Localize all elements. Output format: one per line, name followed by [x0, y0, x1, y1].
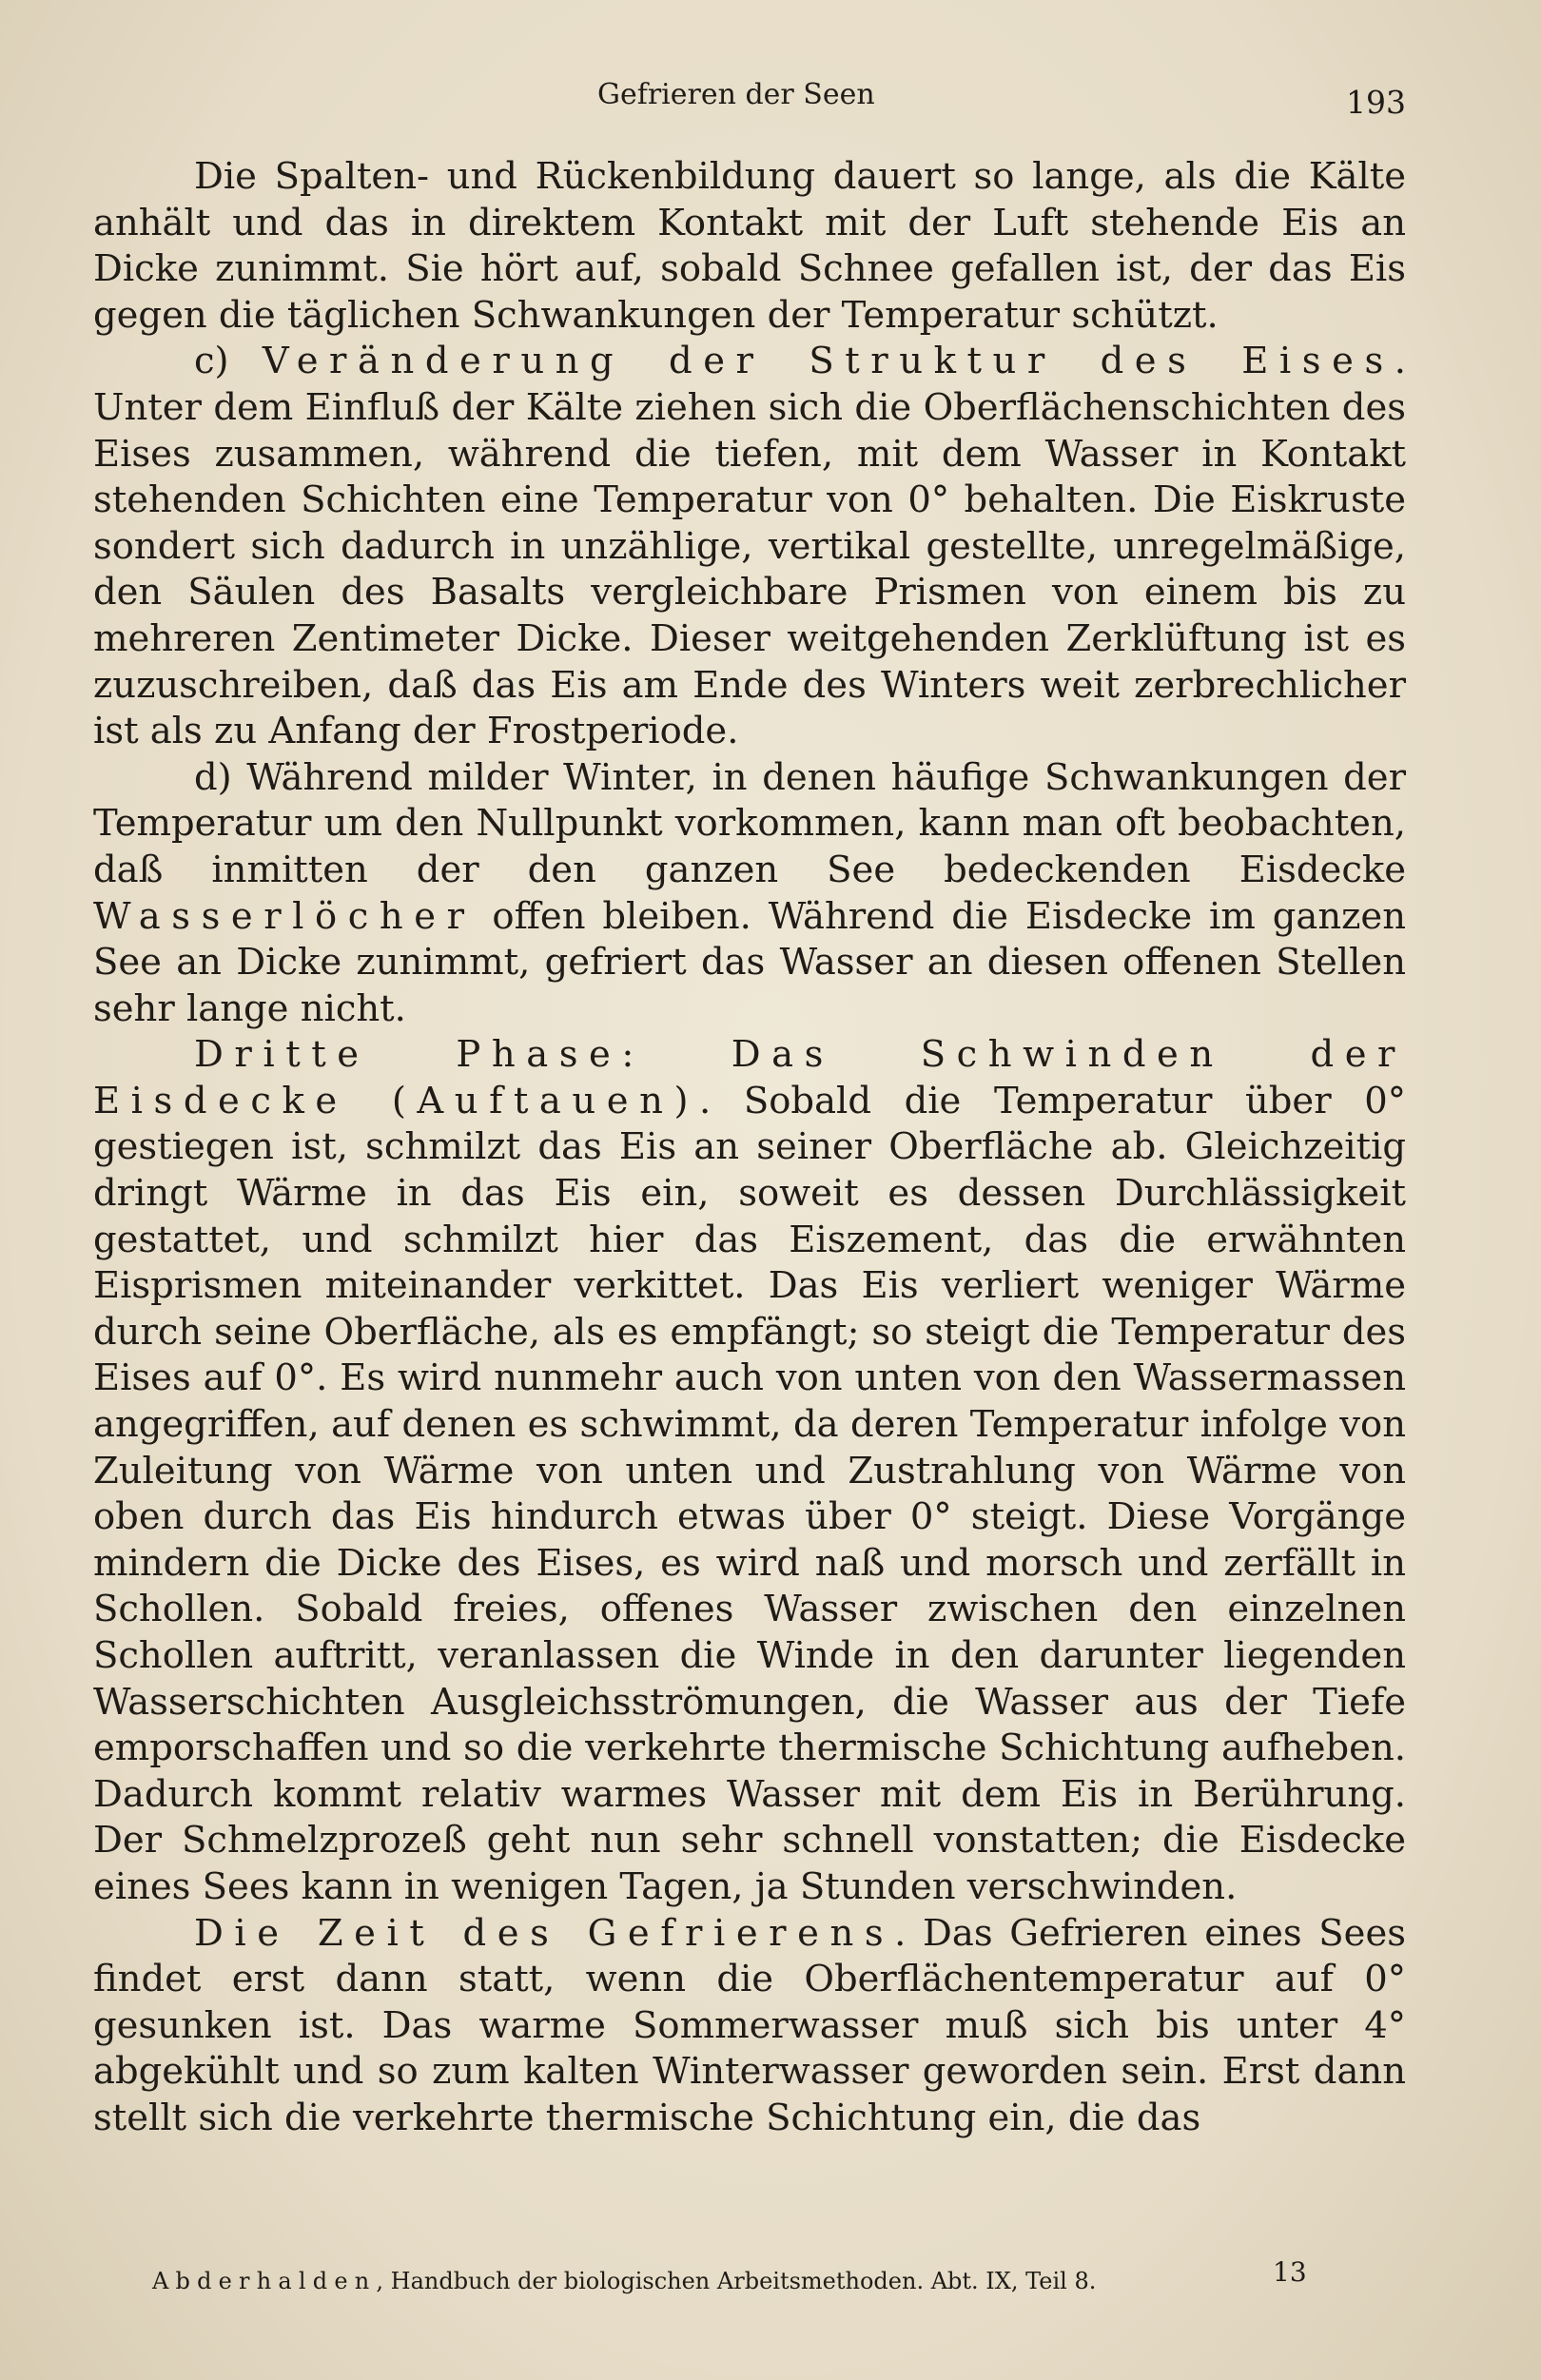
signature-mark: 13	[1273, 2256, 1307, 2288]
page-number: 193	[1346, 84, 1406, 121]
paragraph-dritte-phase: Dritte Phase: Das Schwinden der Eisdecke (Auftauen). Sobald die Temperatur über 0° gestiegen ist, schmilzt das Eis an seiner Oberfläche ab. Gleichzeitig dringt Wärme in das Eis ein, soweit es dessen Durchlässigkeit gestattet, und schmilzt hier das Eiszement, das die erwähnten Eisprismen miteinander verkittet. Das Eis verliert weniger Wärme durch seine Oberfläche, als es empfängt; so steigt die Temperatur des Eises auf 0°. Es wird nunmehr auch von unten von den Wassermassen angegriffen, auf denen es schwimmt, da deren Temperatur infolge von Zuleitung von Wärme von unten und Zustrahlung von Wärme von oben durch das Eis hindurch etwas über 0° steigt. Diese Vorgänge mindern die Dicke des Eises, es wird naß und morsch und zerfällt in Schollen. Sobald freies, offenes Wasser zwischen den einzelnen Schollen auftritt, veranlassen die Winde in den darunter liegenden Wasserschichten Ausgleichsströmungen, die Wasser aus der Tiefe emporschaffen und so die verkehrte thermische Schichtung aufheben. Dadurch kommt relativ warmes Wasser mit dem Eis in Berührung. Der Schmelzprozeß geht nun sehr schnell vonstatten; die Eisdecke eines Sees kann in wenigen Tagen, ja Stunden verschwinden.	[93, 1033, 1406, 1908]
paragraph-wasserloecher: d) Während milder Winter, in denen häufige Schwankungen der Temperatur um den Nullpunkt vorkommen, kann man oft beobachten, daß inmitten der den ganzen See bedeckenden Eisdecke Wasserlöcher offen bleiben. Während die Eisdecke im ganzen See an Dicke zunimmt, gefriert das Wasser an diesen offenen Stellen sehr lange nicht.	[93, 755, 1406, 1030]
page-header	[93, 70, 1406, 127]
paragraph-spalten: Die Spalten- und Rückenbildung dauert so lange, als die Kälte anhält und das in direktem Kontakt mit der Luft stehende Eis an Dicke zunimmt. Sie hört auf, sobald Schnee gefallen ist, der das Eis gegen die täglichen Schwankungen der Temperatur schützt.	[93, 155, 1406, 337]
running-head: Gefrieren der Seen	[597, 78, 875, 111]
footer-author: Abderhalden	[152, 2268, 377, 2294]
body-text	[93, 154, 1406, 2142]
paragraph-struktur: c) Veränderung der Struktur des Eises. Unter dem Einfluß der Kälte ziehen sich die Oberflächenschichten des Eises zusammen, während die tiefen, mit dem Wasser in Kontakt stehenden Schichten eine Temperatur von 0° behalten. Die Eiskruste sondert sich dadurch in unzählige, vertikal gestellte, unregelmäßige, den Säulen des Basalts vergleichbare Prismen von einem bis zu mehreren Zentimeter Dicke. Dieser weitgehenden Zerklüftung ist es zuzuschreiben, daß das Eis am Ende des Winters weit zerbrechlicher ist als zu Anfang der Frostperiode.	[93, 340, 1406, 753]
spaced-term: Wasserlöcher	[93, 894, 476, 938]
spaced-heading: Dritte Phase: Das Schwinden der Eisdecke (Auftauen)	[93, 1033, 1406, 1122]
page-footer	[93, 2256, 1406, 2313]
paragraph-zeit-des-gefrierens: Die Zeit des Gefrierens. Das Gefrieren eines Sees findet erst dann statt, wenn die Oberflächentemperatur auf 0° gesunken ist. Das warme Sommerwasser muß sich bis unter 4° abgekühlt und so zum kalten Winterwasser geworden sein. Erst dann stellt sich die verkehrte thermische Schichtung ein, die das	[93, 1911, 1406, 2139]
footer-citation: Abderhalden, Handbuch der biologischen Arbeitsmethoden. Abt. IX, Teil 8.	[152, 2268, 1097, 2294]
spaced-heading: Die Zeit des Gefrierens	[194, 1911, 895, 1955]
spaced-heading: Veränderung der Struktur des Eises	[262, 340, 1395, 383]
